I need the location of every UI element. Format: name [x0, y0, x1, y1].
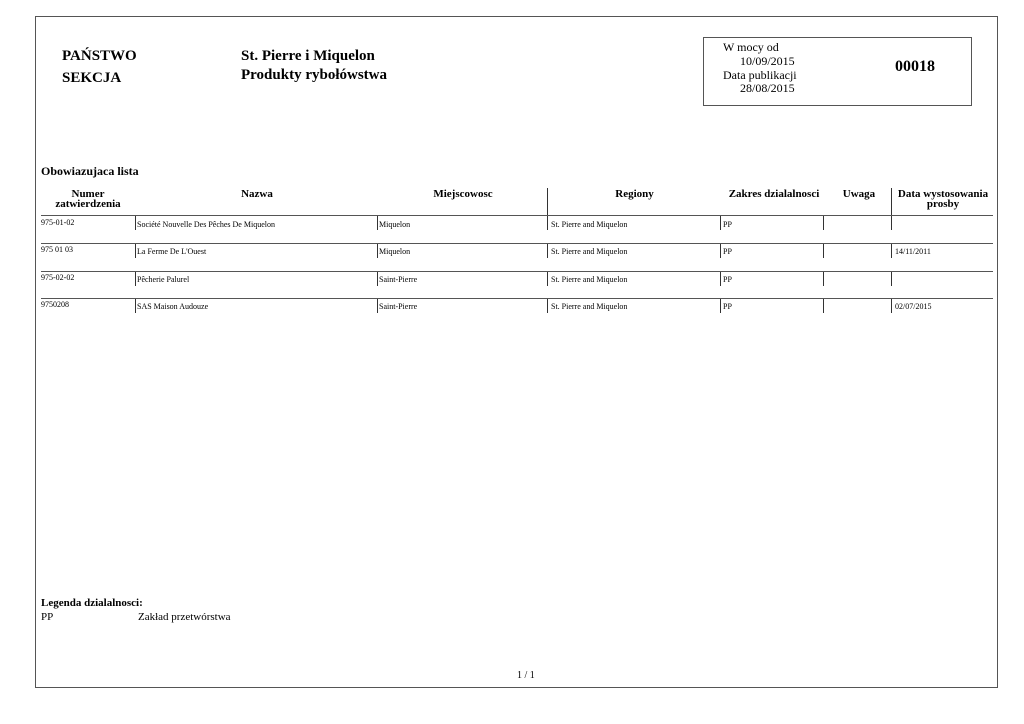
- published-date: 28/08/2015: [740, 81, 795, 95]
- cell-separator: [891, 299, 892, 313]
- cell-name: La Ferme De L'Ouest: [137, 247, 207, 256]
- cell-activity: PP: [723, 220, 732, 229]
- effective-date: 10/09/2015: [740, 54, 795, 68]
- page-frame: [35, 16, 998, 688]
- row-line: [41, 271, 993, 272]
- cell-activity: PP: [723, 302, 732, 311]
- column-header-number-line1: Numer: [71, 188, 105, 200]
- cell-name: Pêcherie Palurel: [137, 275, 190, 284]
- cell-date: 14/11/2011: [895, 247, 931, 256]
- cell-name: SAS Maison Audouze: [137, 302, 209, 311]
- cell-number: 975 01 03: [41, 245, 73, 254]
- cell-separator: [720, 299, 721, 313]
- cell-city: Saint-Pierre: [379, 302, 418, 311]
- cell-separator: [377, 244, 378, 258]
- legend-title: Legenda dzialalnosci:: [41, 597, 143, 609]
- cell-separator: [891, 272, 892, 286]
- cell-separator: [891, 244, 892, 258]
- cell-number: 975-01-02: [41, 218, 75, 227]
- cell-separator: [823, 272, 824, 286]
- cell-separator: [135, 216, 136, 230]
- column-header-remark: Uwaga: [842, 188, 876, 200]
- cell-separator: [135, 244, 136, 258]
- cell-separator: [377, 299, 378, 313]
- column-header-number-line2: zatwierdzenia: [55, 198, 121, 210]
- row-line: [41, 243, 993, 244]
- legend-code: PP: [41, 611, 54, 623]
- cell-separator: [377, 216, 378, 230]
- column-header-date-line1: Data wystosowania: [897, 188, 989, 200]
- cell-number: 9750208: [41, 300, 69, 309]
- legend-description: Zakład przetwórstwa: [138, 611, 231, 623]
- cell-city: Saint-Pierre: [379, 275, 418, 284]
- cell-activity: PP: [723, 247, 732, 256]
- cell-separator: [135, 299, 136, 313]
- section-value: Produkty rybołówstwa: [241, 67, 387, 83]
- cell-separator: [720, 216, 721, 230]
- cell-region: St. Pierre and Miquelon: [551, 302, 628, 311]
- header-separator: [891, 188, 892, 215]
- cell-separator: [891, 216, 892, 230]
- cell-separator: [720, 244, 721, 258]
- cell-name: Société Nouvelle Des Pêches De Miquelon: [137, 220, 275, 229]
- column-header-number: [41, 189, 135, 209]
- column-header-region: Regiony: [615, 188, 654, 200]
- header-separator: [547, 188, 548, 215]
- cell-region: St. Pierre and Miquelon: [551, 275, 628, 284]
- cell-separator: [377, 272, 378, 286]
- column-header-date: [893, 189, 993, 209]
- column-header-activity: Zakres dzialalnosci: [728, 188, 820, 200]
- cell-date: 02/07/2015: [895, 302, 932, 311]
- cell-city: Miquelon: [379, 247, 411, 256]
- list-title: Obowiazujaca lista: [41, 164, 139, 178]
- cell-separator: [547, 299, 548, 313]
- cell-region: St. Pierre and Miquelon: [551, 220, 628, 229]
- cell-city: Miquelon: [379, 220, 411, 229]
- country-value: St. Pierre i Miquelon: [241, 48, 375, 64]
- column-header-name: Nazwa: [241, 188, 273, 200]
- cell-separator: [823, 216, 824, 230]
- cell-separator: [135, 272, 136, 286]
- section-label: SEKCJA: [62, 70, 122, 86]
- row-line: [41, 298, 993, 299]
- cell-activity: PP: [723, 275, 732, 284]
- page-number: 1 / 1: [517, 670, 535, 681]
- published-label: Data publikacji: [723, 68, 797, 82]
- cell-separator: [823, 244, 824, 258]
- row-line: [41, 215, 993, 216]
- cell-separator: [547, 216, 548, 230]
- cell-separator: [547, 244, 548, 258]
- cell-separator: [720, 272, 721, 286]
- cell-separator: [547, 272, 548, 286]
- column-header-date-line2: prosby: [926, 198, 960, 210]
- column-header-city: Miejscowosc: [433, 188, 493, 200]
- effective-label: W mocy od: [723, 40, 779, 54]
- country-label: PAŃSTWO: [62, 48, 137, 64]
- document-number: 00018: [895, 58, 935, 75]
- cell-separator: [823, 299, 824, 313]
- cell-region: St. Pierre and Miquelon: [551, 247, 628, 256]
- cell-number: 975-02-02: [41, 273, 75, 282]
